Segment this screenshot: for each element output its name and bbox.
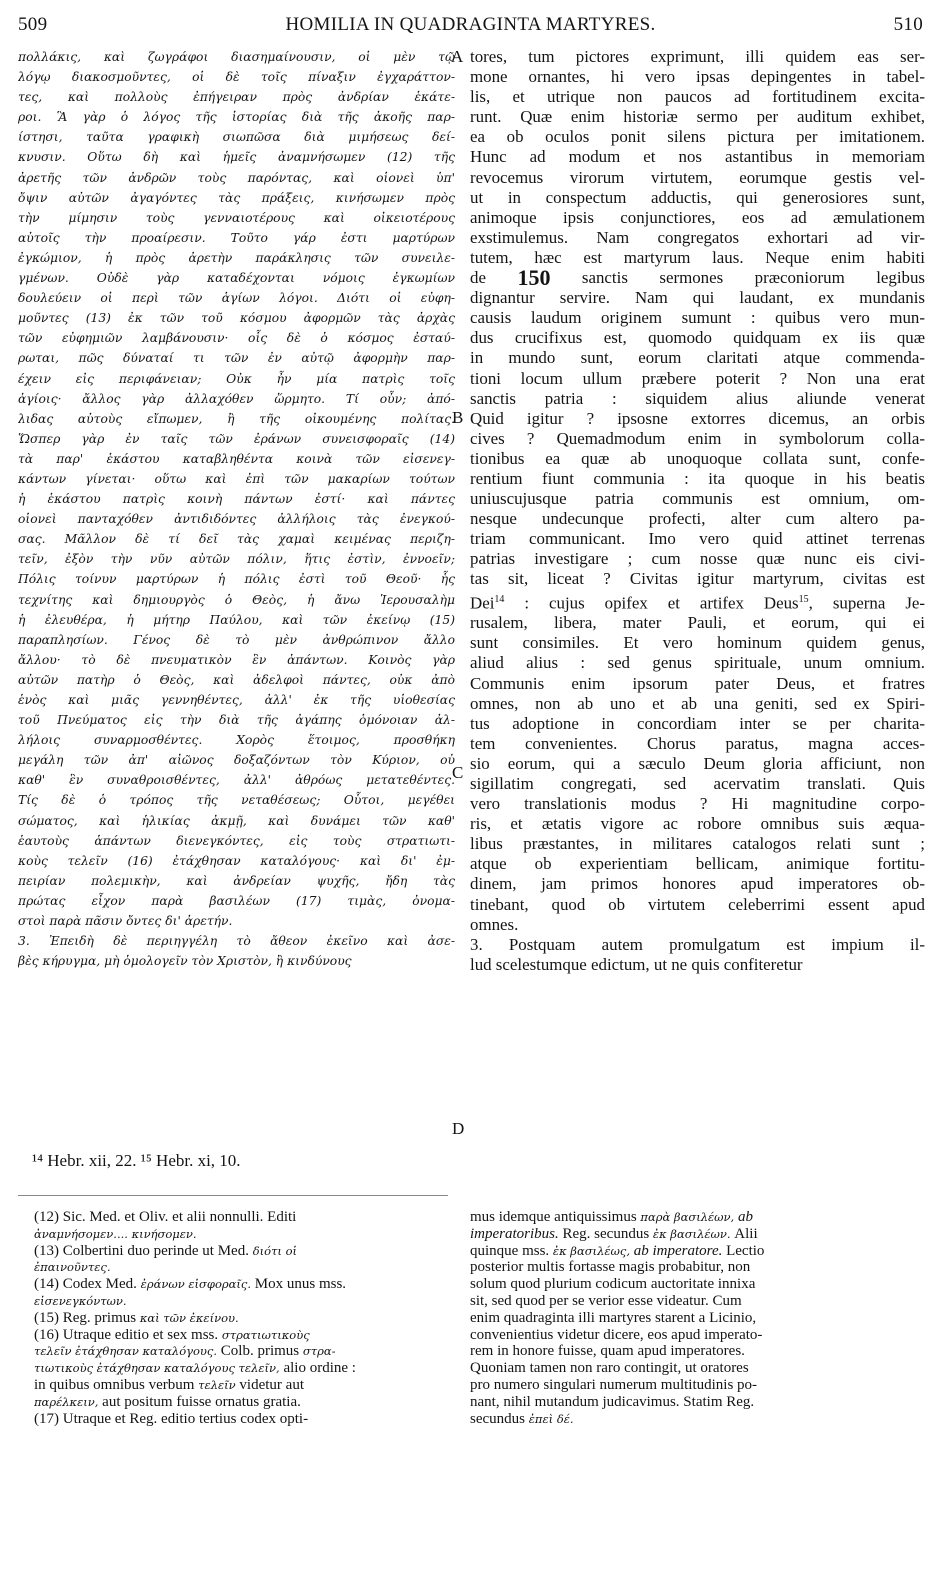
greek-line: ἡ ἐλευθέρα, ἡ μήτηρ Παύλου, καὶ τῶν ἐκείνῳ (15) — [18, 612, 455, 627]
footnote-text: rem in honore fuisse, quam apud imperatores. — [470, 1343, 745, 1360]
footnote-line — [34, 1259, 454, 1276]
footnote-greek: ἐκ βασιλέων. — [652, 1226, 731, 1241]
footnote-greek: παρέλκειν, — [34, 1394, 99, 1409]
latin-line: revocemus virorum virtutem, eorumque gestis vel- — [470, 167, 925, 187]
greek-line: ἑνὸς καὶ μιᾶς γεννηθέντες, ἀλλ' ἐκ τῆς υἱοθεσίας — [18, 693, 455, 707]
greek-line: δουλεύειν οἱ περὶ τῶν ἁγίων λόγοι. Διότι οἱ εὐφη- — [18, 291, 455, 306]
footnote-greek: τελεῖν — [198, 1377, 236, 1392]
greek-line: οἱονεὶ πανταχόθεν ἀντιδιδόντες ἀλλήλοις τὰς ἐνεγκού- — [18, 512, 455, 527]
greek-line: ἐγκώμιον, ἡ πρὸς ἀρετὴν παράκλησις τῶν συνειλε- — [18, 250, 455, 265]
footnote-text: videtur aut — [235, 1376, 304, 1393]
greek-line: κάντων γίνεται· οὕτω καὶ ἐπὶ τῶν μακαρίων τούτων — [18, 471, 455, 486]
greek-line: πολλάκις, καὶ ζωγράφοι διασημαίνουσιν, οἱ μὲν τῷ — [18, 50, 455, 64]
latin-line: tionibus ea quæ ab unoquoque collata sunt, confe- — [470, 448, 925, 468]
latin-line: dus crucifixus est, quomodo quidquam ex iis quæ — [470, 328, 925, 348]
footnote-line — [470, 1343, 925, 1360]
greek-line: πρώτας εἶχον παρὰ βασιλέων (17) τιμὰς, ὀνομα- — [18, 893, 455, 908]
footnote-greek: τελεῖν ἐτάχθησαν καταλόγους. — [34, 1344, 218, 1359]
greek-line: μεγάλη τῶν ἀπ' αἰῶνος δοξαζόντων τὸν Κύριον, οὐ — [18, 753, 455, 768]
footnotes-right — [470, 1209, 925, 1427]
latin-line: dinem, jam primos honores apud imperatores ob- — [470, 874, 925, 894]
greek-line: τεχνίτης καὶ δημιουργὸς ὁ Θεὸς, ἡ ἄνω Ἱερουσαλὴμ — [18, 592, 455, 607]
greek-line: κνυσιν. Οὕτω δὴ καὶ ἡμεῖς ἀναμνήσωμεν (12) τῆς — [18, 150, 455, 165]
latin-line: uniuscujusque patria communis est omnium, om- — [470, 489, 925, 509]
latin-line: Communis enim ipsorum pater Deus, et fratres — [470, 673, 925, 693]
greek-line: ἑαυτοὺς ἁπάντων διενεγκόντες, εἰς τοὺς στρατιωτι- — [18, 833, 455, 848]
latin-line: runt. Quæ enim historiæ sermo per auditum exhibet, — [470, 107, 925, 127]
latin-line: sigillatim congregati, sed acervatim translati. Quis — [470, 774, 925, 793]
latin-line: ut in conspectum adductis, qui generosiores sunt, — [470, 187, 925, 207]
footnote-greek: ἐπαινοῦντες. — [34, 1260, 111, 1275]
footnote-text: convenientius videtur dicere, eos apud imperato- — [470, 1326, 763, 1343]
footnote-greek: στρατιωτικοὺς — [221, 1327, 310, 1342]
footnote-text: ab imperatore. — [630, 1242, 723, 1259]
greek-line: τὰ παρ' ἑκάστου καταβληθέντα κοινὰ τῶν εἰσενεγ- — [18, 451, 455, 466]
footnote-text: (12) Sic. Med. et Oliv. et alii nonnulli. Editi — [34, 1209, 297, 1225]
latin-line: Hunc ad modum et nos astantibus in memoriam — [470, 147, 925, 167]
margin-letter-b: B — [452, 408, 464, 427]
footnote-text: Reg. secundus — [558, 1225, 653, 1242]
footnote-line — [470, 1310, 925, 1327]
greek-line: παραπλησίων. Γένος δὲ τὸ μὲν ἀνθρώπινον ἄλλο — [18, 632, 455, 647]
footnote-text: ab — [734, 1209, 753, 1225]
greek-line: στοὶ παρὰ πᾶσιν ὄντες δι' ἀρετήν. — [18, 914, 233, 929]
latin-line: tores, tum pictores exprimunt, illi quidem eas ser- — [470, 47, 925, 66]
latin-line: lis, et utrique non paucos ad fortitudinem excita- — [470, 87, 925, 107]
footnote-ref-14: 14 — [494, 593, 505, 605]
latin-line-end: , superna Je- — [808, 593, 925, 613]
latin-line: ris, et ætatis vigore ac robore omnibus suis æqua- — [470, 814, 925, 834]
greek-line: λιδας αὐτοὺς εἴπωμεν, ἢ τῆς οἰκουμένης πολίτας. — [18, 411, 455, 426]
footnote-text: quinque mss. — [470, 1242, 553, 1259]
latin-line: rentium fiunt communia : ita quoque in his beatis — [470, 468, 925, 488]
latin-line: 3. Postquam autem promulgatum est impium il- — [470, 934, 925, 954]
footnote-greek: ἐράνων εἰσφοραῖς. — [140, 1277, 252, 1292]
footnote-line — [470, 1226, 925, 1243]
greek-line: τοῦ Πνεύματος εἰς τὴν διὰ τῆς ἀγάπης ὁμόνοιαν ἀλ- — [18, 713, 455, 728]
footnote-ref-15: 15 — [798, 593, 809, 605]
footnote-text: Alii — [730, 1225, 758, 1242]
latin-line-mid: : cujus opifex et artifex Deus — [504, 593, 799, 613]
latin-line: tinebant, quod ob virtutem celeberrimi essent apud — [470, 894, 925, 914]
footnote-greek: τιωτικοὺς ἐτάχθησαν καταλόγους τελεῖν, — [34, 1361, 280, 1376]
latin-line: lud scelestumque edictum, ut ne quis confiteretur — [470, 954, 803, 974]
footnote-line — [470, 1259, 925, 1276]
latin-line: tem convenientes. Chorus paratus, magna acces- — [470, 733, 925, 753]
greek-line: κοὺς τελεῖν (16) ἐτάχθησαν καταλόγους· καὶ δι' ἐμ- — [18, 853, 455, 868]
latin-line: exstimulemus. Nam congregatos exhortari ad vir- — [470, 227, 925, 247]
greek-line: σας. Μᾶλλον δὲ τί δεῖ τὰς χαμαὶ κειμένας περιζη- — [18, 532, 455, 547]
latin-line: tutem, hæc est martyrum laus. Neque enim habiti — [470, 247, 925, 267]
footnote-text: nant, nihil mutandum judicavimus. Statim Reg. — [470, 1393, 755, 1410]
footnote-line — [34, 1343, 454, 1360]
latin-line — [470, 268, 925, 288]
margin-letter-c: C — [452, 763, 464, 782]
latin-line: tas sit, liceat ? Civitas igitur martyrum, civitas est — [470, 569, 925, 589]
footnote-text: alio ordine : — [279, 1360, 356, 1377]
greek-line: τὴν μίμησιν τοὺς γενναιοτέρους καὶ οἰκειοτέρους — [18, 210, 455, 225]
latin-line: nesque undecunque profecti, alter cum altero pa- — [470, 509, 925, 529]
footnote-text: (16) Utraque editio et sex mss. — [34, 1326, 222, 1343]
latin-line: sunt consimiles. Et vero hominum quidem genus, — [470, 633, 925, 653]
greek-line: τῶν εὐφημιῶν λαμβάνουσιν· οἷς δὲ ὁ κόσμος ἐσταύ- — [18, 331, 455, 346]
footnotes-left — [34, 1209, 454, 1427]
footnote-text: solum quod plurium codicum auctoritate innixa — [470, 1276, 756, 1293]
latin-line-rest: sanctis sermones præconiorum legibus — [550, 268, 925, 288]
latin-text-column — [470, 47, 925, 975]
footnote-greek: παρὰ βασιλέων, — [640, 1210, 735, 1224]
footnote-greek: διότι οἱ — [252, 1243, 298, 1258]
page-number-right: 510 — [893, 14, 923, 35]
greek-line: λήλοις συναρμοσθέντες. Χορὸς ἕτοιμος, προσθήκη — [18, 733, 455, 748]
latin-line-start: Dei — [470, 593, 495, 613]
margin-letter-d: D — [452, 1119, 465, 1138]
footnote-text: enim quadraginta illi martyres starent a Licinio, — [470, 1309, 757, 1326]
latin-line: causis laudum originem sumunt : quibus vero mun- — [470, 308, 925, 328]
footnote-line — [34, 1209, 454, 1226]
latin-line: sanctis patria : siquidem alius aliunde venerat — [470, 388, 925, 408]
latin-line: triam communicant. Imo vero quid attinet terrenas — [470, 529, 925, 549]
greek-line: ἀρετῆς τῶν ἀνδρῶν τοὺς παρόντας, καὶ οἱονεὶ ὑπ' — [18, 170, 455, 185]
footnote-text: Mox unus mss. — [251, 1276, 347, 1293]
scripture-references: ¹⁴ Hebr. xii, 22. ¹⁵ Hebr. xi, 10. — [32, 1151, 241, 1170]
latin-line: atque ob experientiam bellicam, animique fortitu- — [470, 854, 925, 874]
footnote-text: (15) Reg. primus — [34, 1309, 140, 1326]
greek-line: 3. Ἐπειδὴ δὲ περιηγγέλη τὸ ἄθεον ἐκεῖνο καὶ ἀσε- — [18, 934, 455, 949]
latin-line: ea ob oculos ponit silens pictura per imitationem. — [470, 127, 925, 147]
footnote-line — [34, 1276, 454, 1293]
greek-line: τεῖν, ἐξὸν τὴν νῦν αὐτῶν πόλιν, ἥτις ἐστὶν, ἐννοεῖν; — [18, 552, 455, 567]
footnote-line — [470, 1209, 925, 1226]
margin-letter-a: A — [451, 47, 464, 66]
latin-line: tus adoptione in concordiam inter se per charita- — [470, 713, 925, 733]
greek-line: αὐτοῖς τὴν προαίρεσιν. Τοῦτο γάρ ἐστι μαρτύρων — [18, 230, 455, 245]
footnote-greek: ἐπεὶ δέ. — [528, 1411, 574, 1426]
footnote-text: pro numero singulari numerum multitudinis po- — [470, 1376, 758, 1393]
footnote-text: Quoniam tamen non raro contingit, ut oratores — [470, 1360, 749, 1377]
latin-line: libus præstantes, in militares catalogos relati sunt ; — [470, 834, 925, 854]
footnote-greek: εἰσενεγκόντων. — [34, 1293, 127, 1308]
latin-line: dignantur servire. Nam qui laudant, ex mundanis — [470, 288, 925, 308]
greek-line: ἡ ἑκάστου πατρὶς κοινὴ πάντων ἐστί· καὶ πάντες — [18, 492, 455, 507]
greek-line: ἁγίοις· ἄλλος γὰρ ἀλλαχόθεν ὥρμητο. Τί οὖν; ἀπό- — [18, 391, 455, 406]
greek-line: τες, καὶ πολλοὺς ἐπήγειραν πρὸς ἀνδρίαν ἑκάτε- — [18, 90, 455, 105]
footnote-text: mus idemque antiquissimus — [470, 1209, 641, 1225]
latin-line: rusalem, libera, mater Pauli, et eorum, qui ei — [470, 613, 925, 633]
footnote-text: posterior multis fortasse magis probabitur, non — [470, 1259, 751, 1276]
greek-line: ίστησι, ταῦτα γραφικὴ σιωπῶσα διὰ μιμήσεως δεί- — [18, 130, 455, 145]
greek-line: αὐτῶν πατὴρ ὁ Θεὸς, καὶ ἀδελφοὶ πάντες, οὐκ ἀπὸ — [18, 672, 455, 687]
greek-line: μοῦντες (13) ἐκ τῶν τοῦ κόσμου ἀφορμῶν τὰς ἀρχὰς — [18, 311, 455, 326]
running-header — [18, 14, 923, 40]
footnote-line — [34, 1243, 454, 1260]
greek-line: ροι. Ἃ γὰρ ὁ λόγος τῆς ἱστορίας διὰ τῆς ἀκοῆς παρ- — [18, 110, 455, 125]
footnote-line — [34, 1327, 454, 1344]
latin-line: aliud alius : sed genus spirituale, unum omnium. — [470, 653, 925, 673]
footnote-line — [34, 1226, 454, 1243]
footnote-line — [34, 1377, 454, 1394]
latin-line: omnes. — [470, 914, 519, 934]
footnote-greek: ἀναμνήσομεν.... κινήσομεν. — [34, 1226, 197, 1241]
footnote-line — [470, 1377, 925, 1394]
footnote-greek: καὶ τῶν ἐκείνου. — [139, 1310, 239, 1325]
latin-line: omnes, non ab uno et ab una geniti, sed ex Spiri- — [470, 693, 925, 713]
latin-line: cives ? Quemadmodum enim in symbolorum colla- — [470, 428, 925, 448]
footnote-line — [470, 1394, 925, 1411]
latin-line: in mundo sunt, eorum claritati atque commenda- — [470, 348, 925, 368]
footnote-line — [34, 1293, 454, 1310]
footnote-line — [34, 1310, 454, 1327]
latin-line — [470, 590, 925, 614]
greek-line: πειρίαν πολεμικὴν, καὶ ἀνδρείαν ψυχῆς, ἤδη τὰς — [18, 873, 455, 888]
footnote-text: secundus — [470, 1410, 529, 1427]
latin-line: animoque ipsis conjunctiores, eos ad æmulationem — [470, 207, 925, 227]
greek-line: Πόλις τοίνυν μαρτύρων ἡ πόλις ἐστὶ τοῦ Θεοῦ· ἧς — [18, 572, 455, 587]
latin-line: mone ornantes, hi vero ipsas depingentes in tabel- — [470, 67, 925, 87]
greek-line: γμένων. Οὐδὲ γὰρ καταδέχονται νόμοις ἐγκωμίων — [18, 271, 455, 286]
greek-text-column — [18, 47, 455, 971]
footnote-line — [470, 1276, 925, 1293]
footnote-text: in quibus omnibus verbum — [34, 1376, 199, 1393]
greek-line: ρωται, πῶς δύναταί τι τῶν ἐν αὐτῷ ἀφορμὴν παρ- — [18, 351, 455, 366]
latin-line-start: de — [470, 268, 518, 288]
footnote-line — [34, 1394, 454, 1411]
footnote-text: aut positum fuisse ornatus gratia. — [98, 1393, 301, 1410]
latin-line: patrias investigare ; cum nosse quæ nunc eis civi- — [470, 549, 925, 569]
footnote-text: sit, sed quod per se verior esse videatur. Cum — [470, 1292, 742, 1309]
running-title: HOMILIA IN QUADRAGINTA MARTYRES. — [285, 14, 656, 35]
greek-line: Ὥσπερ γὰρ ἐν ταῖς τῶν ἐράνων συνεισφοραῖς (14) — [18, 431, 455, 446]
footnote-line — [34, 1411, 454, 1428]
footnote-line — [470, 1327, 925, 1344]
column-number: 150 — [517, 268, 551, 289]
footnote-line — [470, 1411, 925, 1428]
footnote-line — [470, 1293, 925, 1310]
greek-line: ὄψιν αὐτῶν ἀγαγόντες τὰς πράξεις, κινήσωμεν πρὸς — [18, 190, 455, 205]
footnote-greek: στρα- — [302, 1344, 336, 1359]
greek-line: λόγῳ διακοσμοῦντες, οἱ δὲ τοῖς πίναξιν ἐγχαράττον- — [18, 70, 455, 85]
greek-line: βὲς κήρυγμα, μὴ ὁμολογεῖν τὸν Χριστὸν, ἢ κινδύνους — [18, 954, 352, 969]
footnote-line — [34, 1360, 454, 1377]
footnote-text: (17) Utraque et Reg. editio tertius codex opti- — [34, 1410, 309, 1427]
greek-line: Τίς δὲ ὁ τρόπος τῆς νεταθέσεως; Οὗτοι, μεγέθει — [18, 793, 455, 808]
footnote-text: Colb. primus — [217, 1343, 303, 1360]
page-number-left: 509 — [18, 14, 48, 35]
greek-line: καθ' ἓν συναθροισθέντες, ἀλλ' ἀθρόως μετατεθέντες. — [18, 773, 455, 788]
latin-line: vero translationis modus ? Hi magnitudine corpo- — [470, 794, 925, 814]
footnote-greek: ἐκ βασιλέως, — [552, 1243, 630, 1258]
greek-line: έχειν εἰς περιφάνειαν; Οὐκ ἦν μία πατρὶς τοῖς — [18, 371, 455, 386]
footnote-text: (13) Colbertini duo perinde ut Med. — [34, 1242, 253, 1259]
footnote-text: (14) Codex Med. — [34, 1276, 141, 1293]
footnote-divider — [18, 1195, 448, 1196]
footnote-text: imperatoribus. — [470, 1225, 559, 1242]
greek-line: ἄλλου· τὸ δὲ πνευματικὸν ἓν ἁπάντων. Κοινὸς γὰρ — [18, 652, 455, 667]
footnote-line — [470, 1360, 925, 1377]
footnote-line — [470, 1243, 925, 1260]
footnote-text: Lectio — [722, 1242, 765, 1259]
latin-line: tioni locum ullum præbere poterit ? Non una erat — [470, 368, 925, 388]
latin-line: Quid igitur ? ipsosne extorres dicemus, an orbis — [470, 408, 925, 428]
greek-line: σώματος, καὶ ἡλικίας ἀκμῇ, καὶ δυνάμει τῶν καθ' — [18, 813, 455, 828]
latin-line: sio eorum, qui a sæculo Deum gloria afficiunt, non — [470, 753, 925, 773]
